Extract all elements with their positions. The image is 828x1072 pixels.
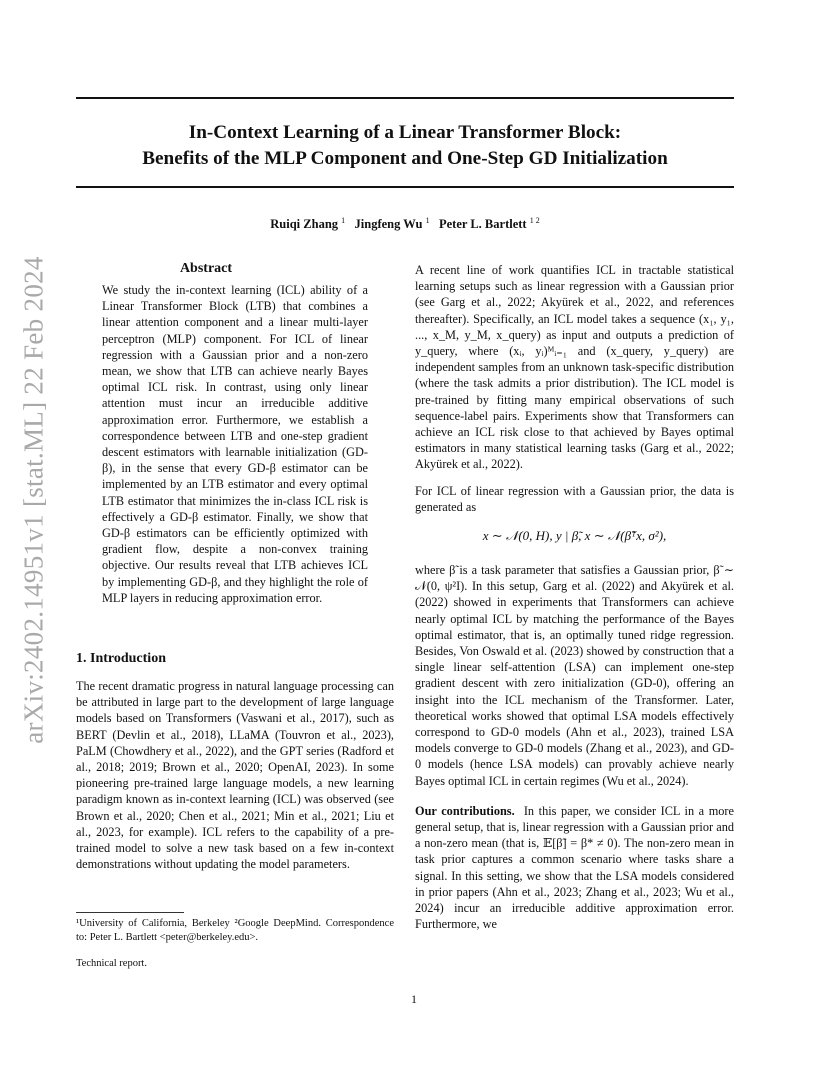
- contributions-text: In this paper, we consider ICL in a more general setup, that is, linear regression with a Gaussian prior and a non-zero mean (that is, 𝔼[β̃] = β* ≠ 0). The non-zero mean in task prior captures a common scenario where tasks share a signal. In this setting, we show that the LSA models considered in prior papers (Ahn et al., 2023; Zhang et al., 2023; Wu et al., 2024) incur an irreducible additive approximation error. Furthermore, we: [415, 803, 734, 932]
- technical-report-note: Technical report.: [76, 958, 147, 969]
- contributions-paragraph: [415, 803, 734, 933]
- author-name: Jingfeng Wu: [354, 217, 423, 232]
- abstract-body: [102, 282, 368, 606]
- author-name: Ruiqi Zhang: [270, 217, 339, 232]
- abstract-text: We study the in-context learning (ICL) ability of a Linear Transformer Block (LTB) that combines a linear attention component and a linear multi-layer perceptron (MLP) component. For ICL of linear regression with a Gaussian prior and a non-zero mean, we show that LTB can achieve nearly Bayes optimal ICL risk. In contrast, using only linear attention must incur an irreducible additive approximation error. Furthermore, we establish a correspondence between LTB and one-step gradient descent estimators with learnable initialization (GD-β), in the sense that every GD-β estimator can be implemented by an LTB estimator and every optimal LTB estimator that minimizes the in-class ICL risk is effectively a GD-β estimator. Finally, we show that GD-β estimators can be efficiently optimized with gradient flow, despite a non-convex training objective. Our results reveal that LTB achieves ICL by implementing GD-β, and they highlight the role of MLP layers in reducing approximation error.: [102, 283, 368, 605]
- title-top-rule: [76, 97, 734, 99]
- author-list: [76, 216, 734, 232]
- author-affil: 1: [341, 216, 346, 225]
- footnote: ¹University of California, Berkeley ²Google DeepMind. Correspondence to: Peter L. Bartlett <peter@berkeley.edu>.: [76, 918, 394, 943]
- contributions-lead: Our contributions.: [415, 803, 515, 818]
- title-bottom-rule: [76, 186, 734, 188]
- author-affil: 1 2: [529, 216, 540, 225]
- footnote-rule: [76, 912, 184, 913]
- data-generation-equation: x ∼ 𝒩(0, H), y | β̃, x ∼ 𝒩(β̃ᵀx, σ²),: [482, 528, 667, 543]
- paper-title: [76, 120, 734, 172]
- page-number: 1: [411, 992, 417, 1006]
- abstract-heading: Abstract: [179, 261, 233, 276]
- title-line-2: Benefits of the MLP Component and One-Step GD Initialization: [142, 148, 668, 169]
- intro-heading: 1. Introduction: [76, 651, 166, 666]
- right-column: [415, 262, 734, 515]
- arxiv-stamp-text: arXiv:2402.14951v1 [stat.ML] 22 Feb 2024: [18, 256, 49, 744]
- right-column-lower: [415, 562, 734, 932]
- arxiv-stamp: [14, 250, 54, 750]
- right-paragraph-1: A recent line of work quantifies ICL in tractable statistical learning setups such as linear regression with a Gaussian prior (see Garg et al., 2022; Akyürek et al., 2022, and references thereafter). Specifically, an ICL model takes a sequence (x₁, y₁, ..., x_M, y_M, x_query) as input and outputs a prediction of y_query, where (xᵢ, yᵢ)ᴹᵢ₌₁ and (x_query, y_query) are independent samples from an unknown task-specific distribution (where the task admits a prior distribution). The ICL model is pre-trained by fitting many empirical observations of such sequence-label pairs. Experiments show that Transformers can achieve an ICL risk close to that achieved by Bayes optimal estimators in many statistical learning tasks (Garg et al., 2022; Akyürek et al., 2022).: [415, 263, 734, 472]
- intro-paragraph: The recent dramatic progress in natural language processing can be attributed in large part to the development of large language models based on Transformers (Vaswani et al., 2017), such as BERT (Devlin et al., 2018), LLaMA (Touvron et al., 2023), PaLM (Chowdhery et al., 2022), and the GPT series (Radford et al., 2018; 2019; Brown et al., 2020; OpenAI, 2023). In some pioneering pre-trained large language models, a new learning paradigm known as in-context learning (ICL) was observed (see Brown et al., 2020; Chen et al., 2021; Min et al., 2021; Liu et al., 2023, for example). ICL refers to the capability of a pre-trained model to solve a new task based on a few in-context demonstrations without updating the model parameters.: [76, 679, 394, 872]
- right-paragraph-2: For ICL of linear regression with a Gaussian prior, the data is generated as: [415, 483, 734, 514]
- author-affil: 1: [425, 216, 430, 225]
- intro-body: [76, 678, 394, 872]
- title-line-1: In-Context Learning of a Linear Transformer Block:: [188, 122, 622, 143]
- right-paragraph-3: where β̃ is a task parameter that satisfies a Gaussian prior, β̃ ∼ 𝒩(0, ψ²I). In this setup, Garg et al. (2022) and Akyürek et al. (2022) showed in experiments that Transformers can achieve nearly optimal ICL by matching the performance of the Bayes optimal estimator, that is, an optimally tuned ridge regression. Besides, Von Oswald et al. (2023) showed by construction that a single linear self-attention (LSA) can implement one-step gradient descent with zero initialization (GD-0), offering an insight into the ICL mechanism of the Transformer. Later, theoretical works showed that optimal LSA models effectively correspond to GD-0 models (Ahn et al., 2023), trained LSA models converge to GD-0 models (Zhang et al., 2023), and GD-0 models (hence LSA models) can provably achieve nearly Bayes optimal ICL in certain regimes (Wu et al., 2024).: [415, 563, 734, 788]
- author-name: Peter L. Bartlett: [439, 217, 527, 232]
